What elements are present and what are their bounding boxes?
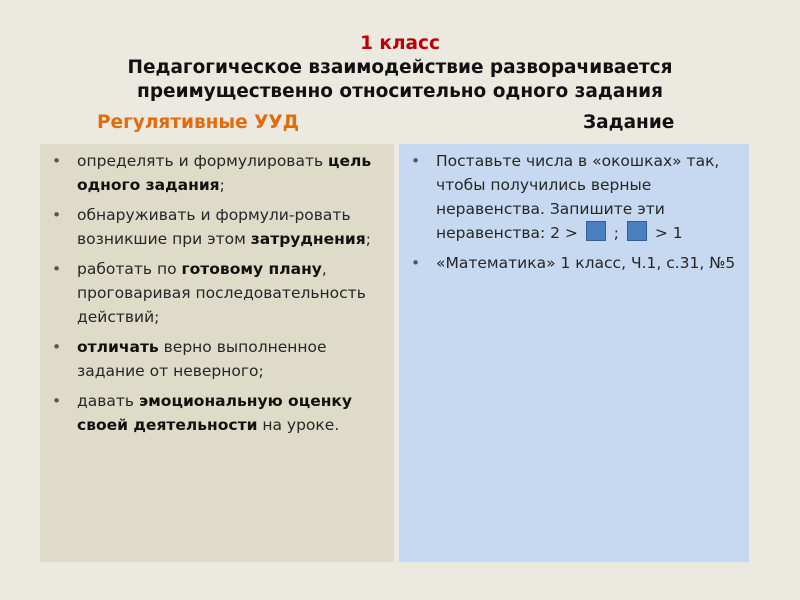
text: ; (365, 230, 371, 248)
header-regulative-uud: Регулятивные УУД (97, 112, 300, 133)
text: определять и формулировать (77, 152, 329, 170)
text: работать по (77, 260, 182, 278)
right-column (399, 144, 749, 562)
text: ; (219, 176, 225, 194)
title-grade: 1 класс (360, 33, 440, 54)
bold-text: эмоциональную оценку своей деятельности (77, 392, 353, 434)
text: обнаруживать и формули-ровать возникшие при этом (77, 206, 351, 248)
answer-box-icon (586, 221, 606, 241)
uud-list (40, 144, 394, 437)
bullet-icon: • (52, 206, 62, 224)
text: верно выполненное задание от неверного; (77, 338, 327, 380)
bullet-icon: • (411, 254, 421, 272)
bullet-icon: • (411, 152, 421, 170)
list-item (40, 389, 394, 437)
bold-text: затруднения (250, 230, 366, 248)
list-item (40, 257, 394, 329)
text: давать (77, 392, 139, 410)
slide-title (0, 32, 800, 104)
task-list (399, 144, 749, 275)
list-item (399, 149, 749, 245)
left-column (40, 144, 394, 562)
list-item (399, 251, 749, 275)
bullet-icon: • (52, 260, 62, 278)
bullet-icon: • (52, 338, 62, 356)
header-task: Задание (583, 112, 675, 133)
text: Поставьте числа в «окошках» так, чтобы получились верные неравенства. Запишите эти неравенства: 2 > (436, 152, 720, 242)
text: на уроке. (257, 416, 340, 434)
list-item (40, 335, 394, 383)
title-line-2: Педагогическое взаимодействие разворачивается (127, 57, 673, 78)
text: ; (608, 224, 624, 242)
bold-text: цель одного задания (77, 152, 372, 194)
bullet-icon: • (52, 392, 62, 410)
title-line-3: преимущественно относительно одного задания (137, 81, 663, 102)
bold-text: готовому плану (181, 260, 322, 278)
list-item (40, 149, 394, 197)
bullet-icon: • (52, 152, 62, 170)
text: «Математика» 1 класс, Ч.1, с.31, №5 (436, 254, 736, 272)
bold-text: отличать (77, 338, 159, 356)
answer-box-icon (627, 221, 647, 241)
list-item (40, 203, 394, 251)
text: , проговаривая последовательность действий; (77, 260, 366, 326)
text: > 1 (649, 224, 683, 242)
